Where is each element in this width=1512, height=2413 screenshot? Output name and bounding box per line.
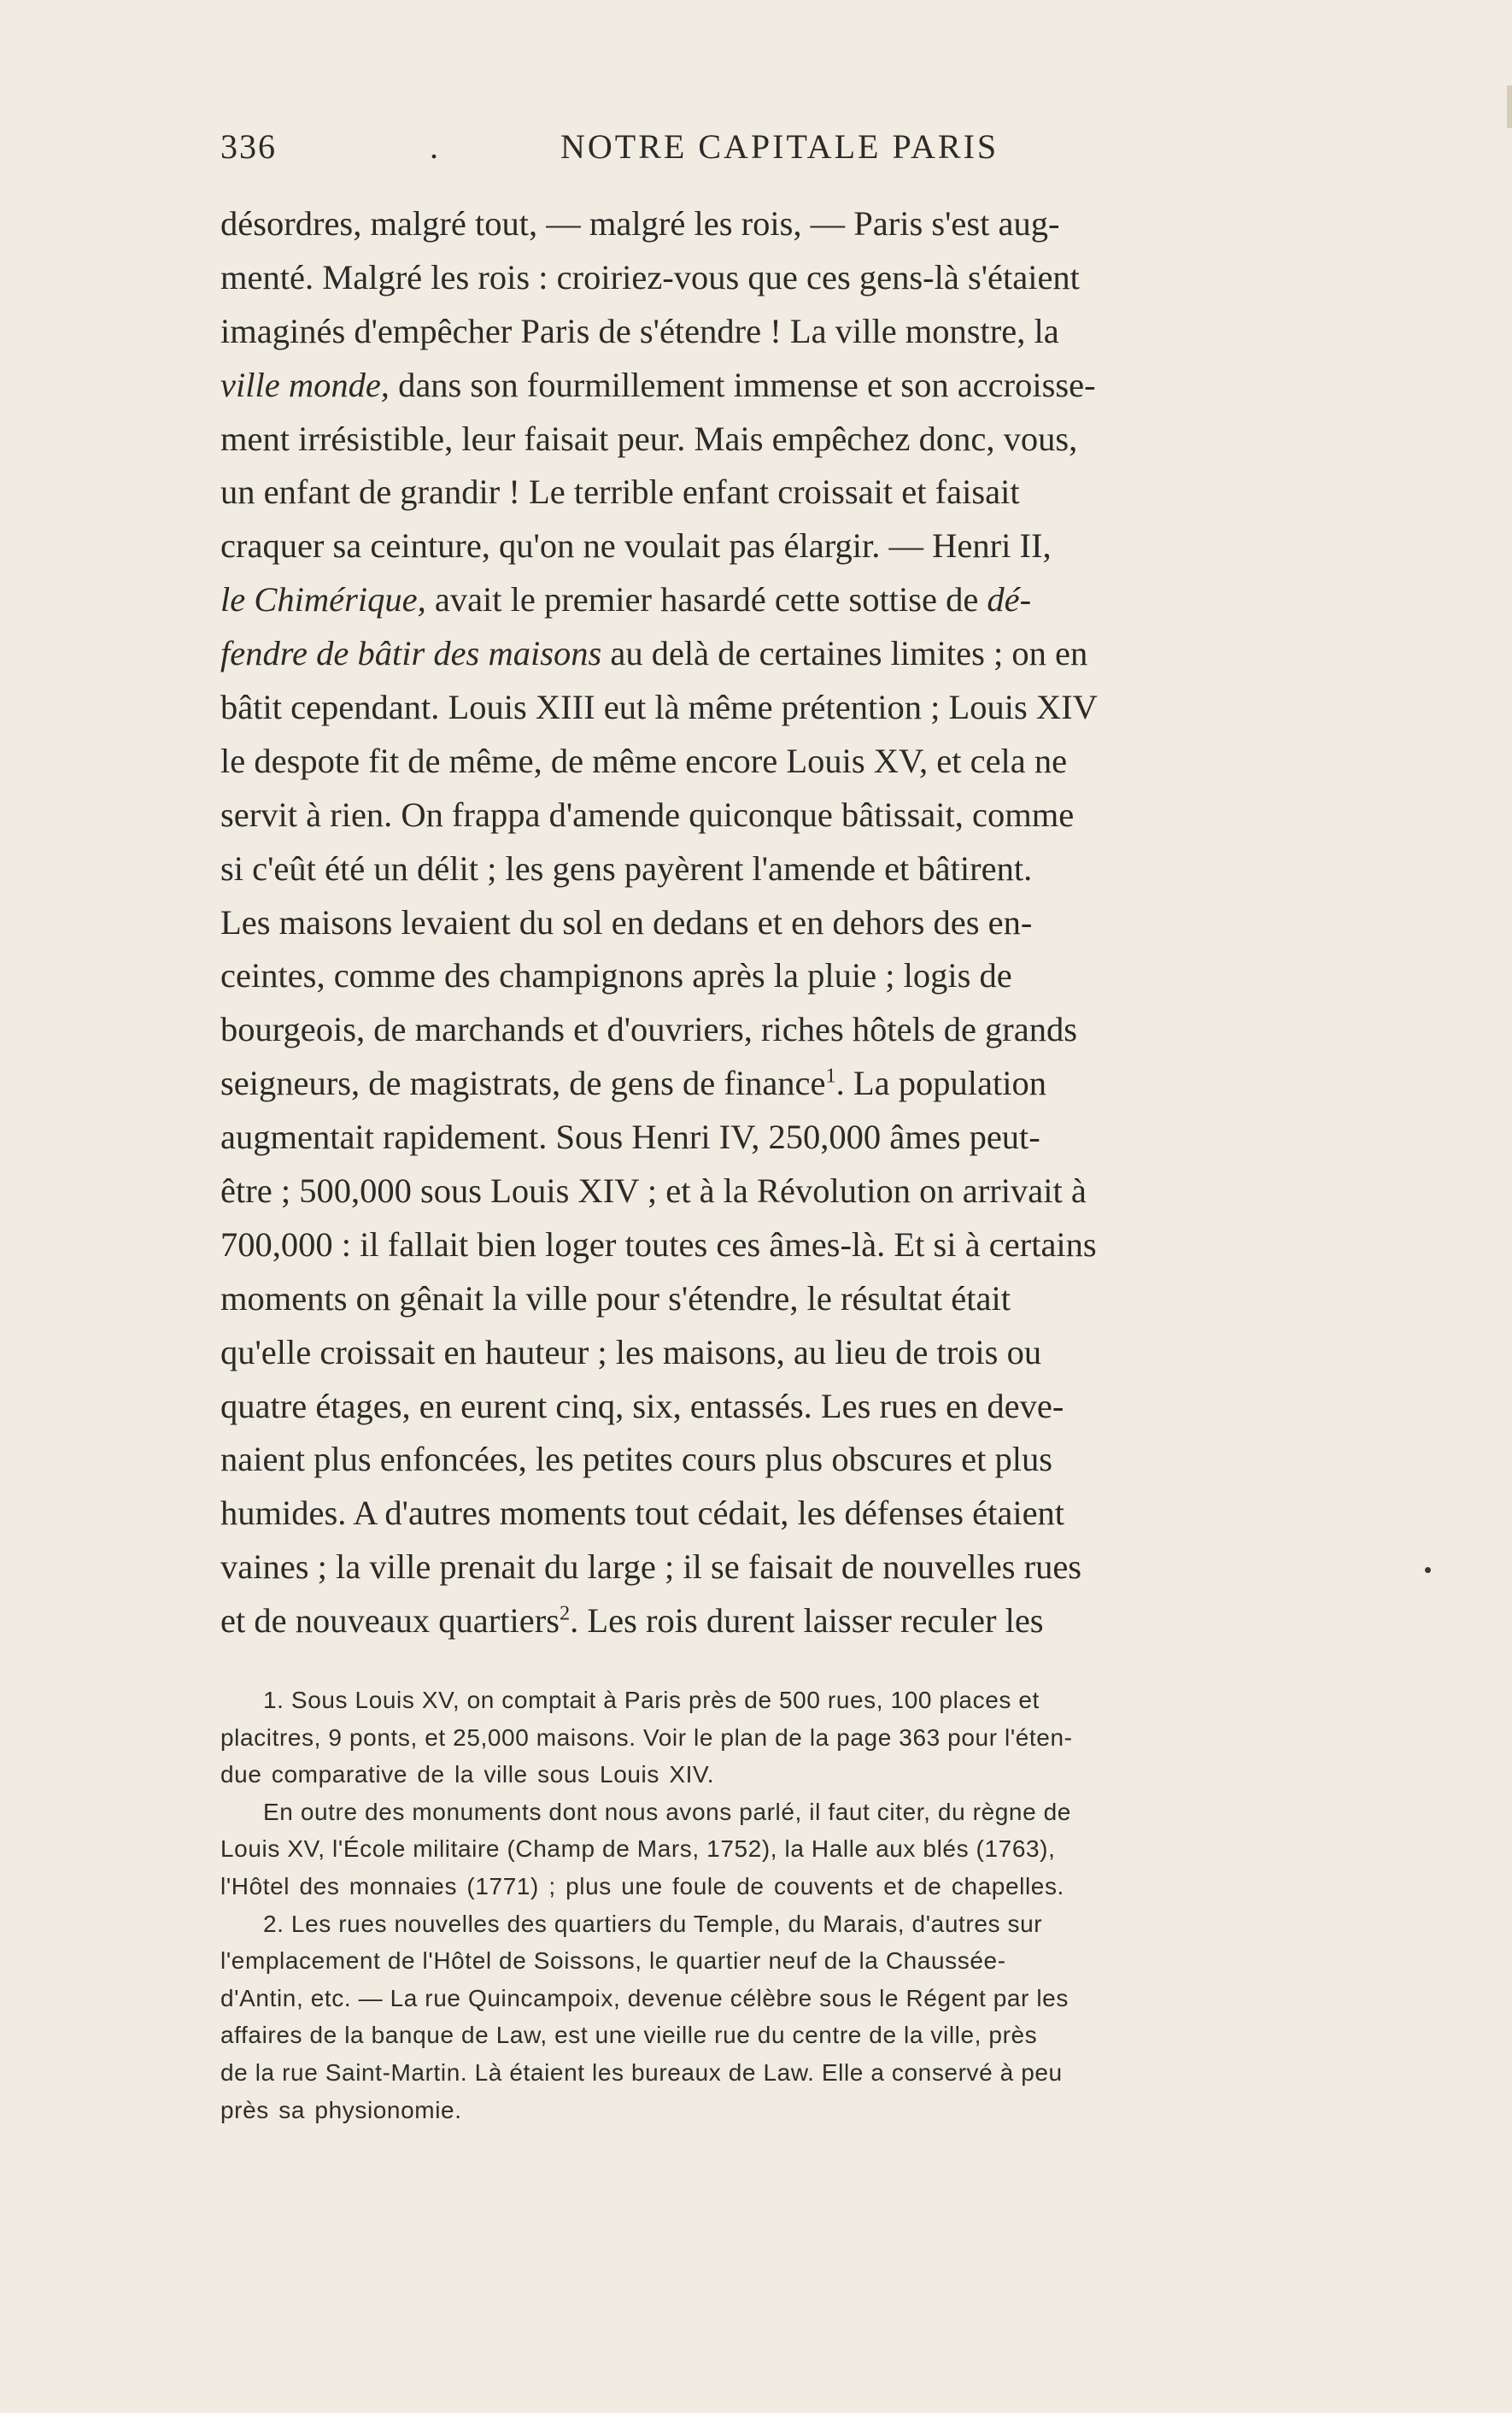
text-line: quatre étages, en eurent cinq, six, entassés. Les rues en deve-: [220, 1386, 1064, 1425]
text-line: menté. Malgré les rois : croiriez-vous que ces gens-là s'étaient: [220, 257, 1080, 296]
text-line: ment irrésistible, leur faisait peur. Mais empêchez donc, vous,: [220, 419, 1078, 458]
italic-phrase: dé-: [987, 580, 1032, 619]
text-fragment: avait le premier hasardé cette sottise de: [425, 580, 987, 619]
text-fragment: au delà de certaines limites ; on en: [601, 634, 1088, 673]
text-line: le despote fit de même, de même encore Louis XV, et cela ne: [220, 741, 1068, 780]
text-line-with-italic: [220, 359, 1343, 413]
text-line: qu'elle croissait en hauteur ; les maisons, au lieu de trois ou: [220, 1332, 1042, 1371]
margin-dot: [1425, 1567, 1431, 1573]
text-line: bâtit cependant. Louis XIII eut là même prétention ; Louis XIV: [220, 688, 1098, 727]
italic-phrase: le Chimérique,: [220, 580, 426, 619]
text-line: augmentait rapidement. Sous Henri IV, 250,000 âmes peut-: [220, 1118, 1040, 1157]
text-line: si c'eût été un délit ; les gens payèrent l'amende et bâtirent.: [220, 848, 1033, 888]
text-line: moments on gênait la ville pour s'étendre, le résultat était: [220, 1278, 1011, 1318]
text-line-with-italic: [220, 573, 1343, 627]
text-line: craquer sa ceinture, qu'on ne voulait pas élargir. — Henri II,: [220, 526, 1052, 566]
text-line-with-italic: [220, 627, 1343, 681]
footnote-reference[interactable]: 1: [825, 1064, 836, 1088]
text-line: 700,000 : il fallait bien loger toutes ces âmes-là. Et si à certains: [220, 1224, 1097, 1264]
running-title: NOTRE CAPITALE PARIS: [560, 127, 999, 166]
footnotes: [220, 1682, 1343, 2128]
footnote-line: de la rue Saint-Martin. Là étaient les bureaux de Law. Elle a conservé à peu: [220, 2058, 1063, 2086]
text-fragment: . La population: [835, 1064, 1046, 1103]
text-line-with-footnote-ref: [220, 1057, 1343, 1111]
page-number: 336: [220, 127, 277, 166]
footnote-line: due comparative de la ville sous Louis XIV.: [220, 1761, 715, 1788]
text-line: imaginés d'empêcher Paris de s'étendre ! La ville monstre, la: [220, 311, 1059, 350]
text-line: ceintes, comme des champignons après la pluie ; logis de: [220, 956, 1012, 995]
text-line: naient plus enfoncées, les petites cours plus obscures et plus: [220, 1440, 1053, 1479]
footnote-reference[interactable]: 2: [559, 1601, 571, 1625]
page-edge-mark: [1507, 85, 1512, 128]
text-line: humides. A d'autres moments tout cédait, les défenses étaient: [220, 1494, 1065, 1533]
header-separator: .: [430, 127, 440, 166]
footnote-line: près sa physionomie.: [220, 2096, 462, 2123]
italic-phrase: fendre de bâtir des maisons: [220, 634, 602, 673]
footnote-line: affaires de la banque de Law, est une vieille rue du centre de la ville, près: [220, 2022, 1038, 2049]
text-fragment: et de nouveaux quartiers: [220, 1601, 560, 1641]
footnote-line: l'Hôtel des monnaies (1771) ; plus une foule de couvents et de chapelles.: [220, 1872, 1064, 1899]
footnote-line: Louis XV, l'École militaire (Champ de Mars, 1752), la Halle aux blés (1763),: [220, 1835, 1056, 1863]
text-fragment: seigneurs, de magistrats, de gens de finance: [220, 1064, 826, 1103]
footnote-line: 1. Sous Louis XV, on comptait à Paris près de 500 rues, 100 places et: [263, 1687, 1040, 1713]
running-header: [220, 125, 1348, 169]
footnote-line: 2. Les rues nouvelles des quartiers du Temple, du Marais, d'autres sur: [263, 1910, 1043, 1937]
footnote-line: placitres, 9 ponts, et 25,000 maisons. Voir le plan de la page 363 pour l'éten-: [220, 1723, 1073, 1751]
text-line: un enfant de grandir ! Le terrible enfant croissait et faisait: [220, 473, 1020, 512]
text-line: être ; 500,000 sous Louis XIV ; et à la Révolution on arrivait à: [220, 1171, 1087, 1211]
text-fragment: dans son fourmillement immense et son accroisse-: [389, 365, 1096, 404]
text-line: désordres, malgré tout, — malgré les rois, — Paris s'est aug-: [220, 204, 1060, 243]
text-line: vaines ; la ville prenait du large ; il se faisait de nouvelles rues: [220, 1547, 1082, 1587]
text-fragment: . Les rois durent laisser reculer les: [570, 1601, 1044, 1641]
text-line: bourgeois, de marchands et d'ouvriers, riches hôtels de grands: [220, 1010, 1078, 1049]
text-line: servit à rien. On frappa d'amende quiconque bâtissait, comme: [220, 795, 1075, 834]
body-text: [220, 197, 1343, 1648]
text-line: Les maisons levaient du sol en dedans et en dehors des en-: [220, 902, 1033, 942]
footnote-line: En outre des monuments dont nous avons parlé, il faut citer, du règne de: [263, 1798, 1071, 1825]
text-line-with-footnote-ref: [220, 1594, 1343, 1648]
footnote-line: l'emplacement de l'Hôtel de Soissons, le quartier neuf de la Chaussée-: [220, 1947, 1006, 1975]
italic-phrase: ville monde,: [220, 365, 390, 404]
footnote-line: d'Antin, etc. — La rue Quincampoix, devenue célèbre sous le Régent par les: [220, 1984, 1069, 2011]
